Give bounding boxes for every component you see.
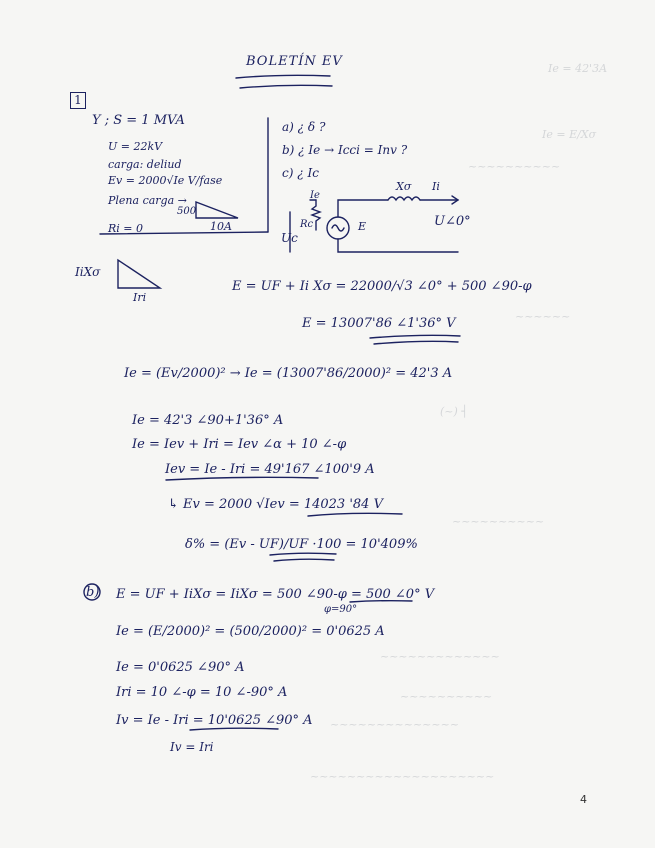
iv-underline bbox=[190, 728, 278, 730]
load-triangle bbox=[196, 202, 238, 218]
data-divider-horizontal bbox=[100, 232, 268, 234]
problem-number: 1 bbox=[70, 92, 86, 109]
part-b-eq4: Iri = 10 ∠-φ = 10 ∠-90° A bbox=[116, 685, 288, 700]
part-a-eq6: Iev = Ie - Iri = 49'167 ∠100'9 A bbox=[165, 462, 375, 477]
circuit-label-source: E bbox=[358, 220, 367, 233]
triangle-left-label: 500 bbox=[177, 206, 197, 217]
data-line-full-load: Plena carga → bbox=[108, 194, 187, 207]
part-a-eq8: δ% = (Ev - UF)/UF ·100 = 10'409% bbox=[185, 537, 418, 552]
circuit-label-ie: Ie bbox=[310, 190, 320, 201]
part-a-eq2: E = 13007'86 ∠1'36° V bbox=[302, 316, 456, 331]
circuit-label-xt: Xσ bbox=[396, 180, 412, 193]
part-a-eq7: ↳ Ev = 2000 √Iev = 14023 '84 V bbox=[168, 497, 383, 512]
delta-underline bbox=[270, 553, 336, 555]
data-line-power: Y ; S = 1 MVA bbox=[92, 113, 185, 128]
phasor-label-bottom: Iri bbox=[133, 291, 147, 304]
title-underline-2 bbox=[240, 85, 332, 88]
part-b-circle bbox=[84, 584, 100, 600]
title-underline bbox=[236, 75, 330, 78]
part-b-eq6: Iv = Iri bbox=[170, 740, 214, 754]
part-b-eq1: E = UF + IiXσ = IiXσ = 500 ∠90-φ = 500 ∠0° V bbox=[116, 587, 435, 602]
delta-underline-2 bbox=[274, 559, 334, 561]
data-line-ev: Ev = 2000√Ie V/fase bbox=[108, 174, 223, 187]
triangle-bottom-label: 10A bbox=[210, 220, 232, 233]
part-a-eq3: Ie = (Ev/2000)² → Ie = (13007'86/2000)² = 42'3 A bbox=[124, 366, 453, 381]
circuit-label-current: Ii bbox=[432, 180, 440, 193]
source-tilde bbox=[332, 225, 344, 231]
part-b-eq3: Ie = 0'0625 ∠90° A bbox=[116, 660, 245, 675]
circuit-bottom-wire bbox=[338, 239, 458, 252]
part-a-eq1: E = UF + Ii Xσ = 22000/√3 ∠0° + 500 ∠90-φ bbox=[232, 279, 532, 294]
part-b-eq1-note: φ=90° bbox=[324, 604, 358, 615]
part-b-result-underline bbox=[350, 601, 412, 602]
data-line-load: carga: deliud bbox=[108, 158, 182, 171]
data-line-ri: Ri = 0 bbox=[108, 222, 144, 235]
part-b-label: b) bbox=[86, 585, 100, 600]
data-line-voltage: U = 22kV bbox=[108, 140, 163, 153]
page-number: 4 bbox=[580, 793, 587, 806]
question-a: a) ¿ δ ? bbox=[282, 120, 326, 134]
phasor-label-side: IiXσ bbox=[75, 265, 101, 279]
part-b-eq2: Ie = (E/2000)² = (500/2000)² = 0'0625 A bbox=[116, 624, 385, 639]
circuit-label-rc: Rc bbox=[300, 219, 314, 230]
scanned-page: Ie = 42'3A Ie = E/Xσ ~~~~~~~~~~ ~~~~~~ (~) ┤ ~~~~~~~~~~ ~~~~~~~~~~~~~ ~~~~~~~~~~ ~~~~~~~~~~~~~~ ~~~~~~~~~~~~~~~~~~~~ BOLETÍN EV 1 Y ; S = 1 MVA U = 22kV carga: deliud Ev = 2000√Ie V/fase Plena carga → 500 10A Ri = 0 a) ¿ δ ? b) ¿ Ie → Icci = Inv ? c) ¿ Ic Xσ Ii U∠0° E Ie Rc Uc IiXσ Iri E = UF + Ii Xσ = 22000/√3 ∠0° + 500 ∠90-φ E = 13007'86 ∠1'36° V Ie = (Ev/2000)² → Ie = (13007'86/2000)² = 42'3 A Ie = 42'3 ∠90+1'36° A Ie = Iev + Iri = Iev ∠α + 10 ∠-φ Iev = Ie - Iri = 49'167 ∠100'9 A ↳ Ev = 2000 √Iev = 14023 '84 V δ% = (Ev - UF)/UF ·100 = 10'409% b) E = UF + IiXσ = IiXσ = 500 ∠90-φ = 500 ∠0° V φ=90° Ie = (E/2000)² = (500/2000)² = 0'0625 A Ie = 0'0625 ∠90° A Iri = 10 ∠-φ = 10 ∠-90° A Iv = Ie - Iri = 10'0625 ∠90° A Iv = Iri 4 bbox=[0, 0, 655, 848]
question-c: c) ¿ Ic bbox=[282, 166, 319, 180]
inductor-coil bbox=[388, 197, 420, 200]
part-b-eq5: Iv = Ie - Iri = 10'0625 ∠90° A bbox=[116, 713, 313, 728]
page-title: BOLETÍN EV bbox=[246, 54, 343, 69]
phasor-triangle bbox=[118, 260, 160, 288]
part-a-eq4: Ie = 42'3 ∠90+1'36° A bbox=[132, 413, 284, 428]
circuit-label-load: U∠0° bbox=[434, 214, 471, 229]
ev-underline bbox=[308, 513, 402, 516]
rc-resistor bbox=[312, 200, 320, 230]
circuit-top-wire bbox=[338, 200, 388, 217]
circuit-label-uc: Uc bbox=[281, 231, 298, 245]
question-b: b) ¿ Ie → Icci = Inv ? bbox=[282, 143, 408, 157]
iev-underline bbox=[166, 477, 318, 480]
e-result-underline bbox=[370, 335, 460, 338]
part-a-eq5: Ie = Iev + Iri = Iev ∠α + 10 ∠-φ bbox=[132, 437, 347, 452]
e-result-underline-2 bbox=[374, 341, 458, 344]
